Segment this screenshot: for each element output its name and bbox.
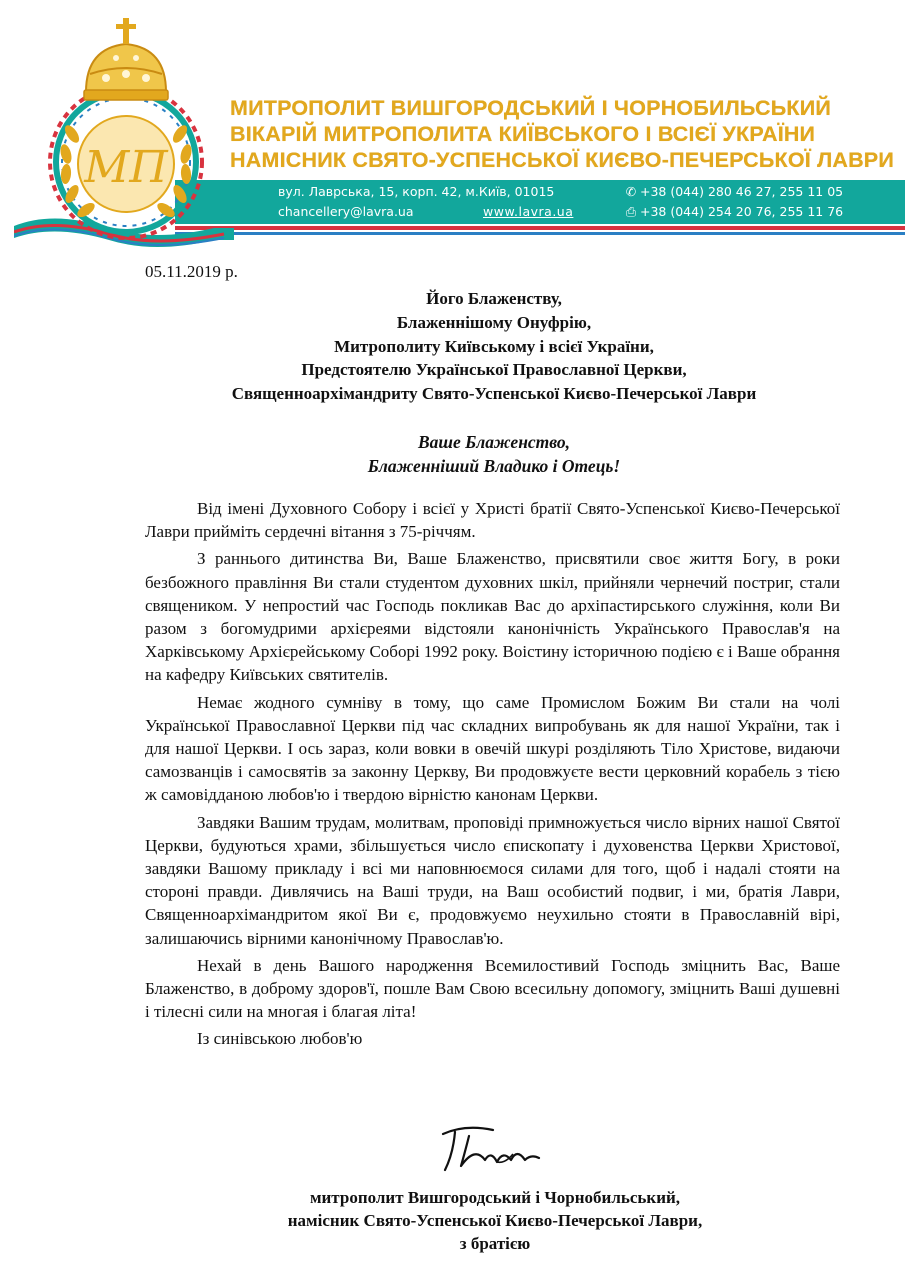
letter-date: 05.11.2019 р. (145, 262, 238, 281)
addressee-line: Предстоятелю Української Православної Церкви, (301, 360, 687, 380)
metropolitan-emblem (14, 14, 234, 250)
addressee-line: Блаженнішому Онуфрію, (396, 312, 592, 332)
emblem-monogram: МП (84, 142, 168, 193)
letterhead (0, 0, 905, 255)
fax-line (624, 204, 843, 220)
body-paragraph: Немає жодного сумніву в тому, що саме Промислом Божим Ви стали на чолі Української Православної Церкви під час складних випробувань як для нашої України, так і для нашої Церкви. І ось зараз, коли вовки в овечій шкурі розділяють Тіло Христове, видаючи самозванців і самосвятів за законну Церкву, Ви продовжуєте вести церковний корабель з тією ж самовідданою любов'ю і твердою вірністю канонам Церкви. (145, 692, 840, 805)
letter-body (145, 497, 840, 1055)
signature-block (150, 1186, 840, 1256)
handwritten-signature (435, 1120, 545, 1180)
address: вул. Лаврська, 15, корп. 42, м.Київ, 01015 (278, 184, 555, 199)
addressee-line: Священноархімандриту Свято-Успенської Києво-Печерської Лаври (231, 384, 757, 404)
letterhead-title (230, 95, 900, 173)
fax-icon: ⎙ (625, 204, 636, 219)
ribbon-stripe-blue (175, 232, 905, 235)
signature-line: з братією (459, 1234, 531, 1254)
title-line: МИТРОПОЛИТ ВИШГОРОДСЬКИЙ І ЧОРНОБИЛЬСЬКИЙ (230, 96, 832, 120)
salutation-line: Блаженніший Владико і Отець! (367, 456, 621, 476)
closing-phrase: Із синівською любов'ю (197, 1029, 363, 1049)
signature-line: намісник Свято-Успенської Києво-Печерської Лаври, (287, 1211, 703, 1231)
addressee-line: Його Блаженству, (426, 289, 562, 308)
phone-icon: ✆ (625, 184, 637, 199)
addressee-block (90, 287, 898, 406)
fax-numbers: +38 (044) 254 20 76, 255 11 76 (640, 204, 844, 219)
body-paragraph: Нехай в день Вашого народження Всемилостивий Господь зміцнить Вас, Ваше Блаженство, в доброму здоров'ї, пошле Вам Свою всесильну допомогу, зміцнить Ваші душевні і тілесні сили на многая і благая літа! (145, 955, 840, 1022)
signature-line: митрополит Вишгородський і Чорнобильський, (309, 1188, 681, 1207)
website-link[interactable]: www.lavra.ua (483, 204, 574, 219)
body-paragraph: Від імені Духовного Собору і всієї у Христі братії Свято-Успенської Києво-Печерської Лаври прийміть сердечні вітання з 75-річчям. (145, 499, 840, 542)
body-paragraph: Завдяки Вашим трудам, молитвам, проповіді примножується число вірних нашої Святої Церкви, будуються храми, збільшується число єпископату і духовенства Церкви Христової, завдяки Вашому прикладу і всі ми наповнюємося силами для того, щоб і надалі стояти на стороні правди. Дивлячись на Ваші труди, на Ваш особистий подвиг, і ми, братія Лаври, Священноархімандритом якої Ви є, продовжуємо неухильно стояти в Православній вірі, залишаючись вірними канонічному Православ'ю. (145, 812, 840, 948)
title-line: ВІКАРІЙ МИТРОПОЛИТА КИЇВСЬКОГО І ВСІЄЇ УКРАЇНИ (230, 122, 816, 146)
body-paragraph: З раннього дитинства Ви, Ваше Блаженство, присвятили своє життя Богу, в роки безбожного правління Ви стали студентом духовних шкіл, прийняли чернечий постриг, стали священиком. У непростий час Господь покликав Вас до архіпастирського служіння, коли Ви разом з богомудрими архієреями відстояли канонічність Українського Православ'я на Харківському Архієрейському Соборі 1992 року. Воістину історичною подією є і Ваше обрання на кафедру Київських святителів. (145, 549, 840, 685)
salutation-line: Ваше Блаженство, (418, 432, 570, 452)
title-line: НАМІСНИК СВЯТО-УСПЕНСЬКОЇ КИЄВО-ПЕЧЕРСЬКОЇ ЛАВРИ (230, 148, 894, 172)
phone-numbers: +38 (044) 280 46 27, 255 11 05 (640, 184, 844, 199)
addressee-line: Митрополиту Київському і всієї України, (334, 336, 654, 356)
salutation (90, 430, 898, 478)
email-link[interactable]: chancellery@lavra.ua (278, 204, 414, 219)
phone-line (624, 184, 843, 200)
